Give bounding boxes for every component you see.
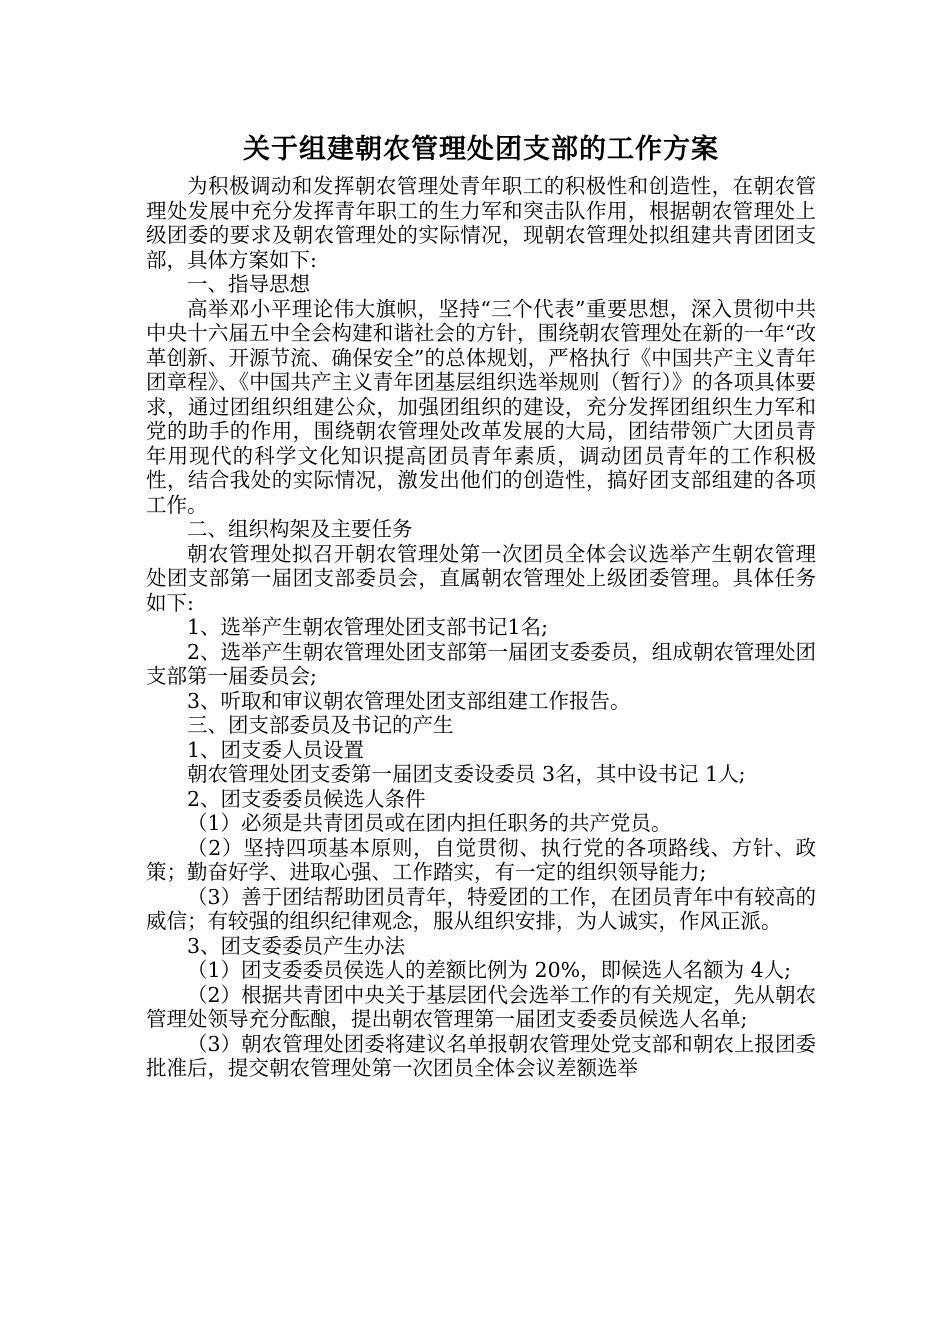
- subheading-staffing: 1、团支委人员设置: [187, 737, 365, 762]
- list-item-method-3: （3）朝农管理处团委将建议名单报朝农管理处党支部和朝农上报团委批准后，提交朝农管理处第一次团员全体会议差额选举: [146, 1031, 816, 1080]
- document-body: [146, 174, 816, 1081]
- paragraph-intro: 为积极调动和发挥朝农管理处青年职工的积极性和创造性，在朝农管理处发展中充分发挥青年职工的生力军和突击队作用，根据朝农管理处上级团委的要求及朝农管理处的实际情况，现朝农管理处拟组建共青团团支部，具体方案如下:: [146, 174, 816, 272]
- list-item-method-2: （2）根据共青团中央关于基层团代会选举工作的有关规定，先从朝农管理处领导充分酝酿，提出朝农管理第一届团支委委员候选人名单;: [146, 982, 816, 1031]
- section-heading-guiding-thought: 一、指导思想: [187, 272, 310, 296]
- list-item-condition-2: （2）坚持四项基本原则，自觉贯彻、执行党的各项路线、方针、政策；勤奋好学、进取心强、工作踏实，有一定的组织领导能力;: [146, 835, 816, 884]
- subheading-election-method: 3、团支委委员产生办法: [187, 933, 406, 958]
- document-title: 关于组建朝农管理处团支部的工作方案: [243, 134, 719, 165]
- list-item-condition-1: （1）必须是共青团员或在团内担任职务的共产党员。: [187, 811, 672, 835]
- document-page: [146, 128, 816, 1081]
- list-item-condition-3: （3）善于团结帮助团员青年，特爱团的工作，在团员青年中有较高的威信；有较强的组织纪律观念，服从组织安排，为人诚实，作风正派。: [146, 884, 816, 933]
- list-item-task-1: 1、选举产生朝农管理处团支部书记1名;: [187, 615, 548, 639]
- subheading-candidate-conditions: 2、团支委委员候选人条件: [187, 786, 426, 811]
- paragraph-organization: 朝农管理处拟召开朝农管理处第一次团员全体会议选举产生朝农管理处团支部第一届团支部委员会，直属朝农管理处上级团委管理。具体任务如下:: [146, 541, 816, 615]
- section-heading-organization: 二、组织构架及主要任务: [187, 517, 413, 541]
- section-heading-committee: 三、团支部委员及书记的产生: [187, 713, 454, 737]
- list-item-method-1: （1）团支委委员侯选人的差额比例为 20%，即候选人名额为 4人;: [187, 958, 792, 982]
- paragraph-staffing: 朝农管理处团支委第一届团支委设委员 3名，其中设书记 1人;: [187, 762, 746, 786]
- list-item-task-3: 3、听取和审议朝农管理处团支部组建工作报告。: [187, 688, 631, 713]
- paragraph-guiding-thought: 高举邓小平理论伟大旗帜，坚持“三个代表”重要思想，深入贯彻中共中央十六届五中全会构建和谐社会的方针，围绕朝农管理处在新的一年“改革创新、开源节流、确保安全”的总体规划，严格执行《中国共产主义青年团章程》、《中国共产主义青年团基层组织选举规则（暂行）》的各项具体要求，通过团组织组建公众，加强团组织的建设，充分发挥团组织生力军和党的助手的作用，围绕朝农管理处改革发展的大局，团结带领广大团员青年用现代的科学文化知识提高团员青年素质，调动团员青年的工作积极性，结合我处的实际情况，激发出他们的创造性，搞好团支部组建的各项工作。: [146, 296, 816, 517]
- list-item-task-2: 2、选举产生朝农管理处团支部第一届团支委委员，组成朝农管理处团支部第一届委员会;: [146, 639, 816, 688]
